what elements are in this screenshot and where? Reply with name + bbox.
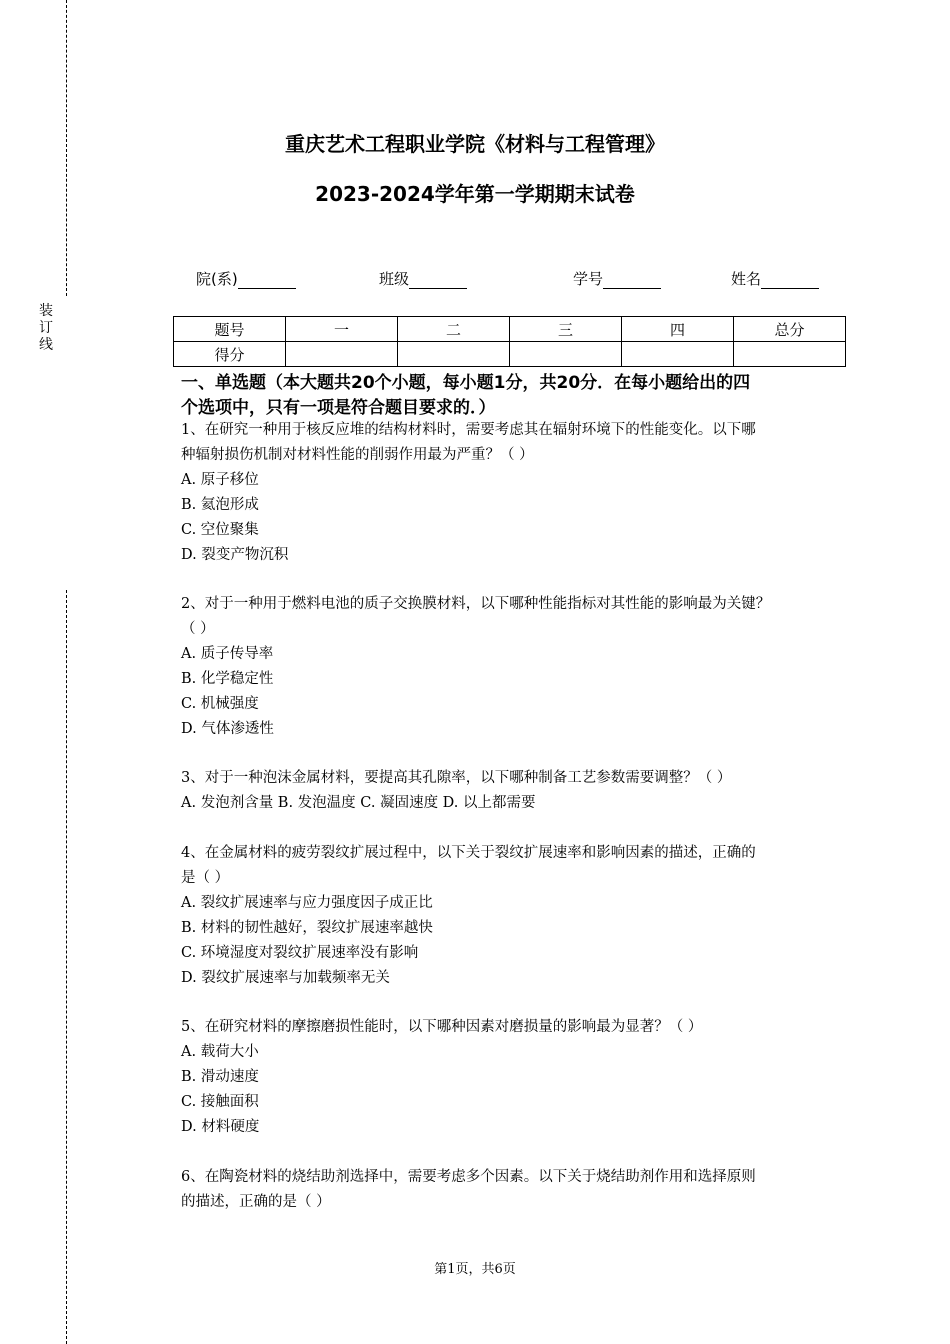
department-field[interactable] (196, 268, 296, 289)
section-heading-line: 个选项中，只有一项是符合题目要求的．） (181, 398, 496, 418)
department-blank[interactable] (238, 272, 296, 289)
score-table-header-cell: 总分 (734, 317, 846, 342)
option-d[interactable]: D. 材料硬度 (181, 1119, 260, 1135)
exam-title-line2: 2023-2024学年第一学期期末试卷 (315, 182, 635, 206)
binding-char: 订 (39, 320, 53, 336)
score-cell[interactable] (622, 342, 734, 367)
option-a[interactable]: A. 裂纹扩展速率与应力强度因子成正比 (181, 895, 433, 911)
options-inline[interactable]: A. 发泡剂含量 B. 发泡温度 C. 凝固速度 D. 以上都需要 (181, 795, 536, 811)
score-cell[interactable] (510, 342, 622, 367)
student-id-field[interactable] (573, 268, 661, 289)
binding-char: 装 (39, 303, 53, 319)
question-stem-line: 是（ ） (181, 870, 230, 886)
score-cell[interactable] (398, 342, 510, 367)
question-stem-line: （ ） (181, 621, 215, 637)
name-label: 姓名 (731, 270, 762, 288)
question-1 (181, 418, 849, 568)
exam-title-line1: 重庆艺术工程职业学院《材料与工程管理》 (285, 132, 665, 156)
question-stem-line: 种辐射损伤机制对材料性能的削弱作用最为严重？（ ） (181, 447, 534, 463)
option-a[interactable]: A. 原子移位 (181, 472, 259, 488)
option-c[interactable]: C. 空位聚集 (181, 522, 259, 538)
student-id-blank[interactable] (603, 272, 661, 289)
option-c[interactable]: C. 接触面积 (181, 1094, 259, 1110)
binding-char: 线 (39, 337, 53, 353)
score-row-label: 得分 (174, 342, 286, 367)
option-b[interactable]: B. 材料的韧性越好，裂纹扩展速率越快 (181, 920, 433, 936)
option-a[interactable]: A. 载荷大小 (181, 1044, 259, 1060)
score-table-score-row (174, 342, 846, 367)
class-field[interactable] (379, 268, 467, 289)
option-b[interactable]: B. 滑动速度 (181, 1069, 259, 1085)
question-stem-line: 1、在研究一种用于核反应堆的结构材料时，需要考虑其在辐射环境下的性能变化。以下哪 (181, 422, 756, 438)
name-field[interactable] (731, 268, 819, 289)
section-heading (181, 371, 841, 421)
score-table-header-cell: 题号 (174, 317, 286, 342)
question-stem-line: 5、在研究材料的摩擦磨损性能时，以下哪种因素对磨损量的影响最为显著？（ ） (181, 1019, 703, 1035)
question-stem-line: 6、在陶瓷材料的烧结助剂选择中，需要考虑多个因素。以下关于烧结助剂作用和选择原则 (181, 1169, 756, 1185)
question-stem-line: 的描述，正确的是（ ） (181, 1194, 331, 1210)
score-table (173, 316, 846, 367)
student-info-row (0, 268, 950, 292)
question-3 (181, 766, 849, 816)
question-4 (181, 841, 849, 991)
department-label: 院(系) (196, 270, 238, 288)
option-c[interactable]: C. 机械强度 (181, 696, 259, 712)
section-heading-line: 一、单选题（本大题共20个小题，每小题1分，共20分．在每小题给出的四 (181, 373, 751, 393)
student-id-label: 学号 (573, 270, 604, 288)
question-2 (181, 592, 849, 742)
option-d[interactable]: D. 裂变产物沉积 (181, 547, 289, 563)
score-table-header-cell: 三 (510, 317, 622, 342)
binding-label (38, 303, 54, 354)
option-c[interactable]: C. 环境湿度对裂纹扩展速率没有影响 (181, 945, 419, 961)
question-5 (181, 1015, 849, 1140)
score-table-header-cell: 一 (286, 317, 398, 342)
name-blank[interactable] (761, 272, 819, 289)
class-label: 班级 (379, 270, 410, 288)
option-d[interactable]: D. 裂纹扩展速率与加载频率无关 (181, 970, 390, 986)
score-table-header-cell: 四 (622, 317, 734, 342)
score-cell[interactable] (734, 342, 846, 367)
binding-dashed-line-bottom (66, 590, 67, 1344)
score-table-header-cell: 二 (398, 317, 510, 342)
question-6 (181, 1165, 849, 1215)
option-d[interactable]: D. 气体渗透性 (181, 721, 274, 737)
question-stem-line: 3、对于一种泡沫金属材料，要提高其孔隙率，以下哪种制备工艺参数需要调整？（ ） (181, 770, 732, 786)
option-b[interactable]: B. 化学稳定性 (181, 671, 274, 687)
score-cell[interactable] (286, 342, 398, 367)
question-stem-line: 2、对于一种用于燃料电池的质子交换膜材料，以下哪种性能指标对其性能的影响最为关键？ (181, 596, 771, 612)
question-stem-line: 4、在金属材料的疲劳裂纹扩展过程中，以下关于裂纹扩展速率和影响因素的描述，正确的 (181, 845, 756, 861)
option-b[interactable]: B. 氦泡形成 (181, 497, 259, 513)
score-table-header-row (174, 317, 846, 342)
class-blank[interactable] (409, 272, 467, 289)
option-a[interactable]: A. 质子传导率 (181, 646, 274, 662)
page-number: 第1页，共6页 (434, 1262, 516, 1277)
